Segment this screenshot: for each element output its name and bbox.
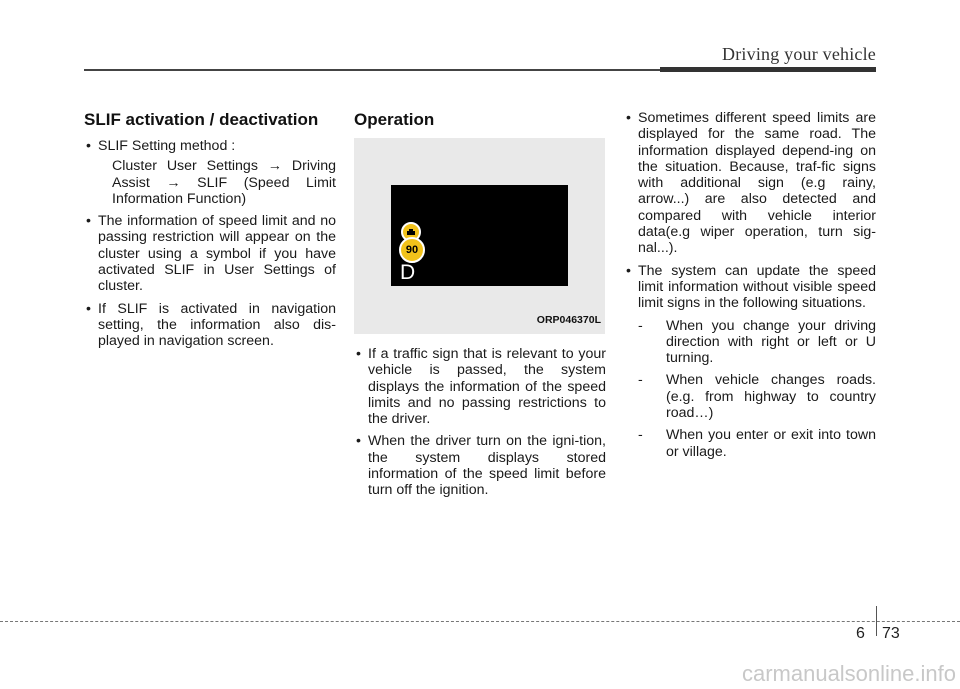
bullet-text: The system can update the speed limit information without visible speed limit signs in the following situations. — [638, 262, 876, 312]
column-left — [84, 110, 336, 356]
column-right — [624, 110, 876, 466]
footer-rule — [0, 621, 960, 622]
bullet-text: SLIF Setting method : — [98, 138, 236, 154]
cluster-figure — [354, 138, 605, 334]
cluster-display — [391, 185, 568, 286]
footer-divider — [876, 606, 877, 636]
bullet-list — [84, 138, 336, 350]
situation-item: - When vehicle changes roads. (e.g. from highway to country road…) — [638, 372, 876, 422]
list-item: • Sometimes different speed limits are displayed for the same road. The information displayed depend-ing on the situation. Because, traf-fic signs with additional sign (e.g rainy, arrow...) are also detected and compared with vehicle interior data(e.g wiper operation, turn sig-nal...). — [624, 110, 876, 257]
gear-indicator: D — [400, 261, 416, 284]
column-middle — [354, 110, 606, 505]
section-heading-slif: SLIF activation / deactivation — [84, 110, 319, 129]
speed-limit-sign-icon: 90 — [399, 237, 425, 263]
list-item: • If a traffic sign that is relevant to your vehicle is passed, the system displays the information of the speed limits and no passing restrictions to the driver. — [354, 346, 606, 427]
list-item — [84, 138, 336, 207]
list-item: • If SLIF is activated in navigation setting, the information also dis-played in navigation screen. — [84, 301, 336, 350]
list-item: • The information of speed limit and no passing restriction will appear on the cluster using a symbol if you have activated SLIF in User Settings of cluster. — [84, 213, 336, 294]
bullet-list — [354, 346, 606, 499]
situation-text: When you enter or exit into town or village. — [666, 427, 876, 460]
bullet-list — [624, 110, 876, 312]
chapter-number: 6 — [856, 625, 865, 642]
header-title: Driving your vehicle — [722, 44, 876, 64]
list-item: • When the driver turn on the igni-tion, the system displays stored information of the speed limit before turn off the ignition. — [354, 433, 606, 498]
list-item — [624, 263, 876, 312]
situation-text: When you change your driving direction with right or left or U turning. — [666, 317, 876, 367]
situation-item: - When you change your driving direction with right or left or U turning. — [638, 317, 876, 367]
watermark: carmanualsonline.info — [741, 661, 956, 686]
situation-text: When vehicle changes roads. (e.g. from highway to country road…) — [666, 372, 876, 422]
setting-path: Cluster User Settings → Driving Assist → SLIF (Speed Limit Information Function) — [112, 158, 336, 207]
figure-code: ORP046370L — [536, 313, 601, 326]
situation-item: - When you enter or exit into town or village. — [638, 427, 876, 460]
page-number: 73 — [882, 625, 900, 642]
header-rule-accent — [660, 67, 876, 72]
section-heading-operation: Operation — [354, 110, 435, 129]
